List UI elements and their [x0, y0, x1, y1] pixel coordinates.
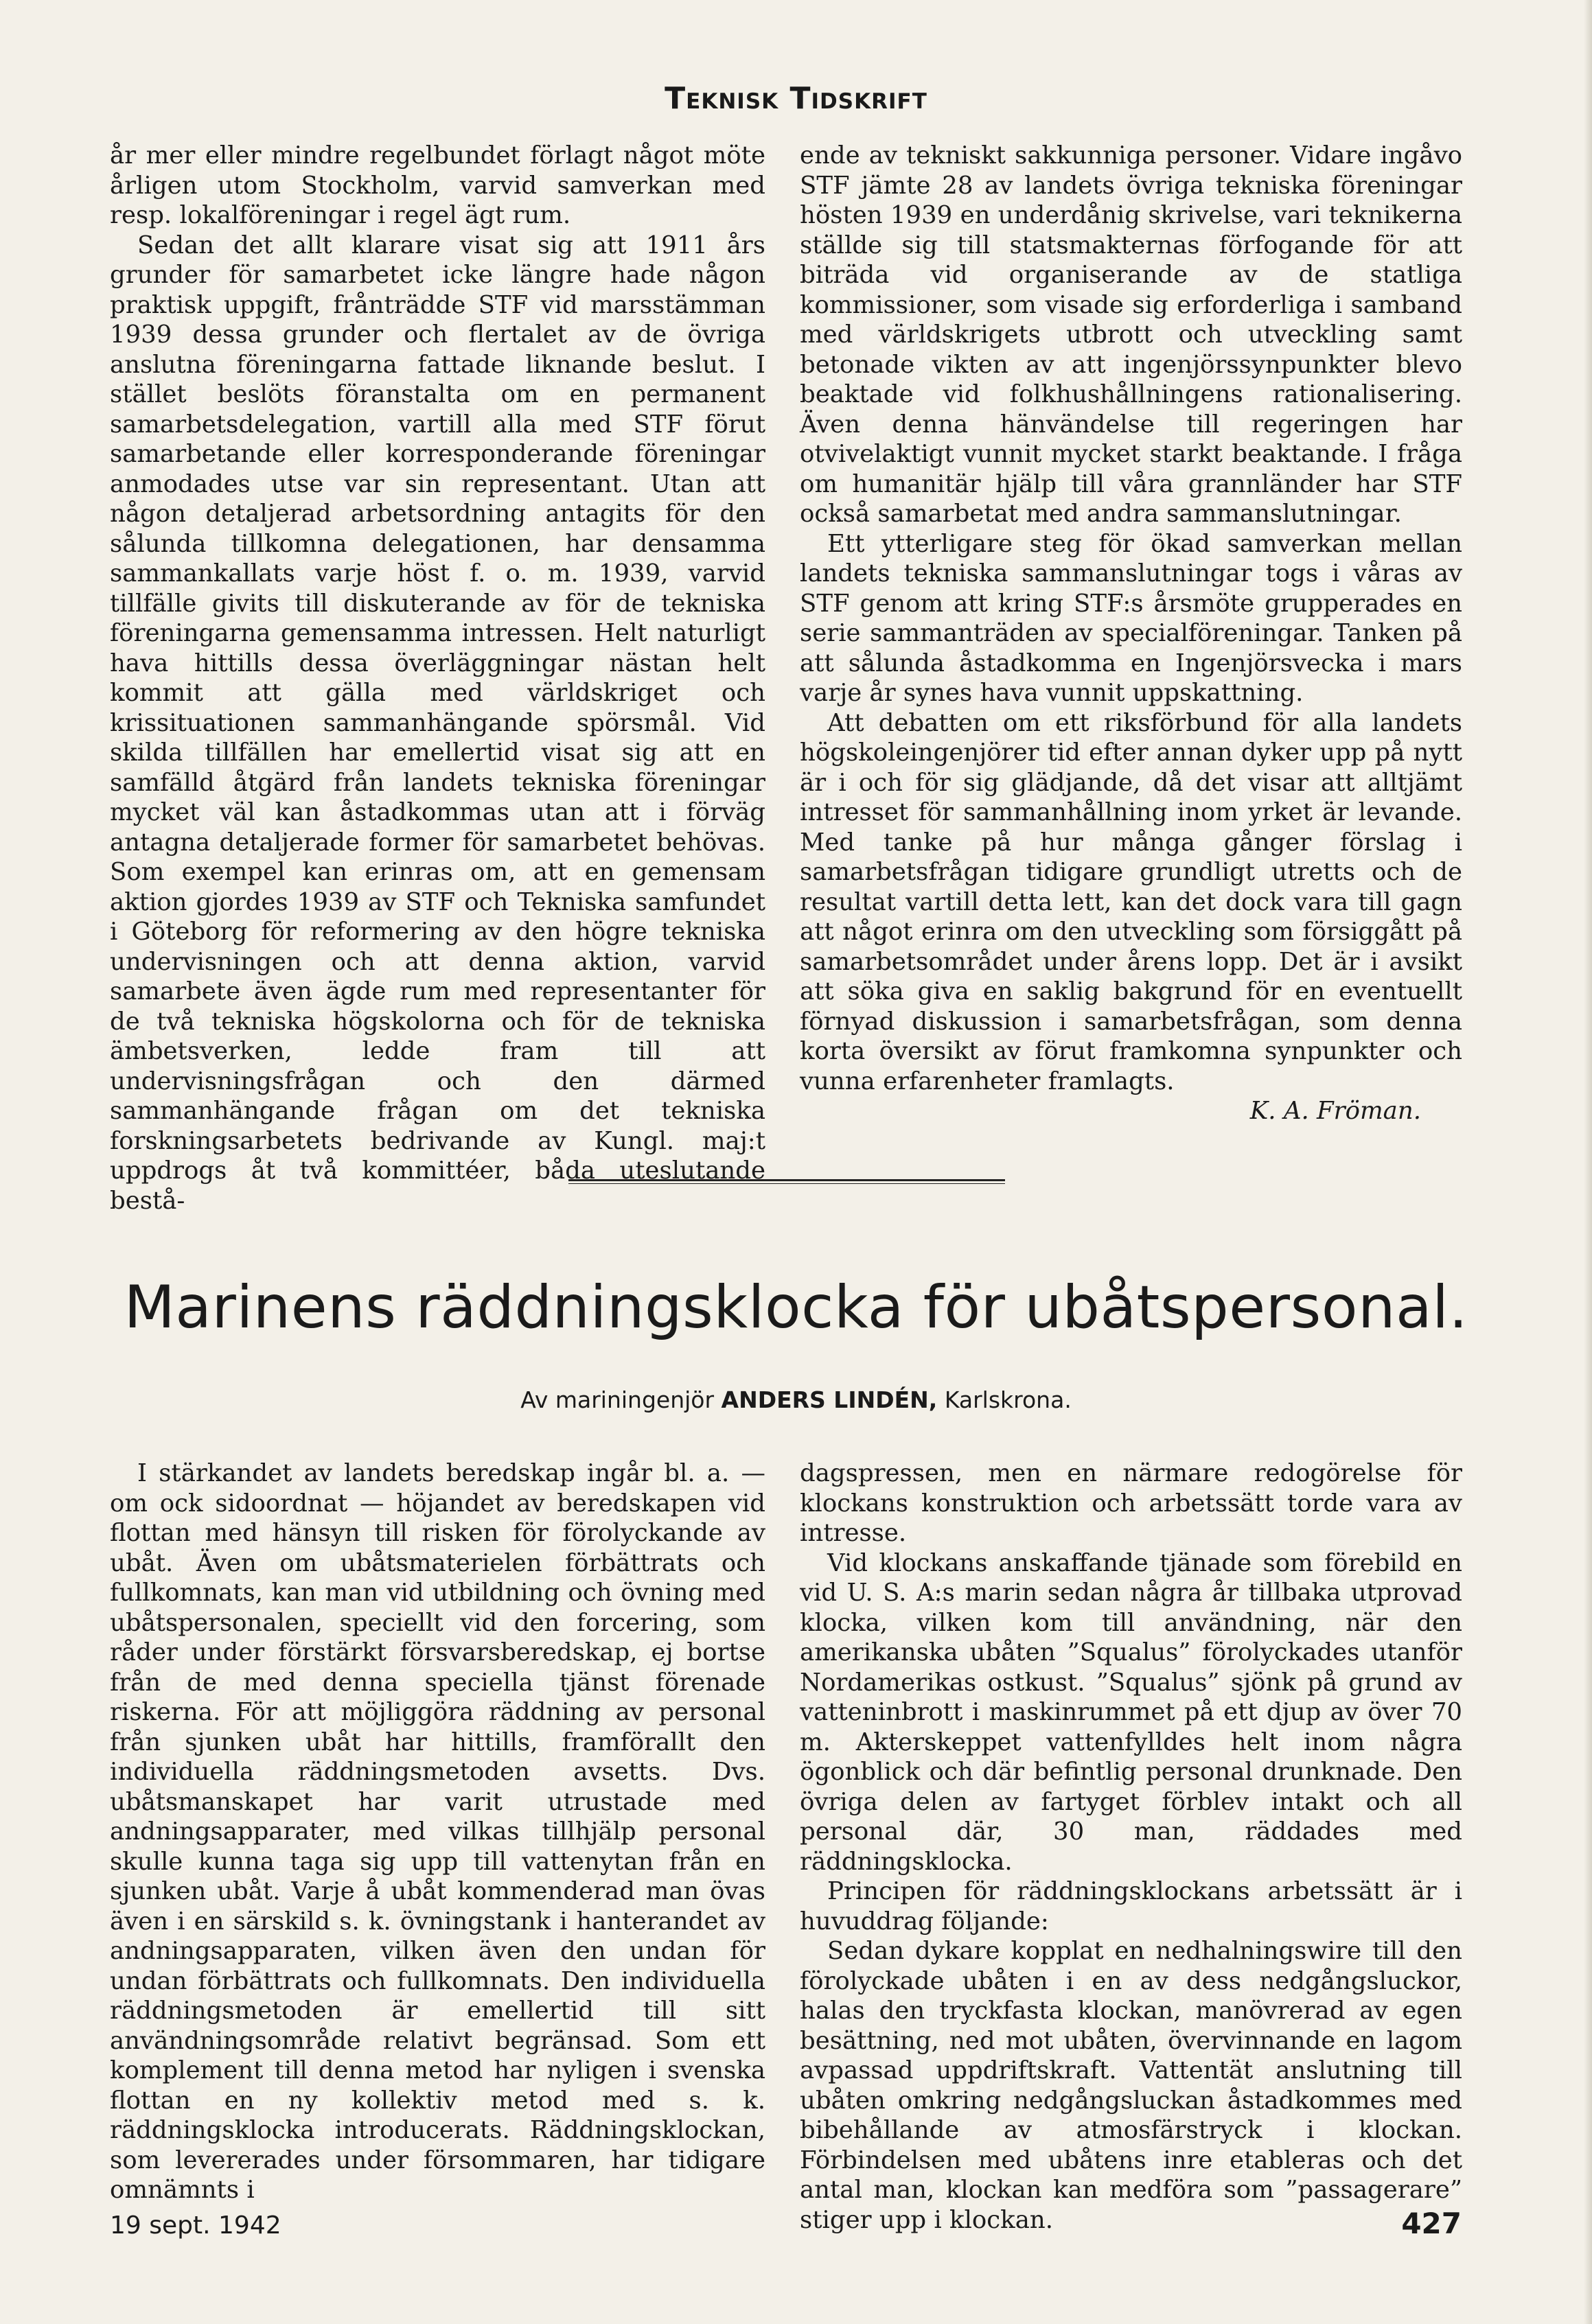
byline-author: ANDERS LINDÉN, — [721, 1386, 938, 1413]
byline-place: Karlskrona. — [944, 1386, 1072, 1413]
paragraph: ende av tekniskt sakkunniga personer. Vidare ingåvo STF jämte 28 av landets övriga tekniska föreningar hösten 1939 en underdånig skrivelse, vari teknikerna ställde sig till statsmakternas förfogande för att biträda vid organiserande av de statliga kommissioner, som visade sig erforderliga i samband med världskrigets utbrott och utveckling samt betonade vikten av att ingenjörssynpunkter blevo beaktade vid folkhushållningens rationalisering. Även denna hänvändelse till regeringen har otvivelaktigt vunnit mycket starkt beaktande. I fråga om humanitär hjälp till våra grannländer har STF också samarbetat med andra sammanslutningar. — [800, 141, 1462, 528]
top-left-column — [110, 141, 765, 1216]
page-number: 427 — [1401, 2207, 1462, 2240]
paragraph: Ett ytterligare steg för ökad samverkan mellan landets tekniska sammanslutningar togs i våras av STF genom att kring STF:s årsmöte grupperades en serie sammanträden av specialföreningar. Tanken på att sålunda åstadkomma en Ingenjörsvecka i mars varje år synes hava vunnit uppskattning. — [800, 529, 1462, 707]
bottom-left-column — [110, 1459, 765, 2205]
byline-prefix: Av mariningenjör — [520, 1386, 715, 1413]
page-edge-shadow — [1584, 0, 1592, 2324]
paragraph: Att debatten om ett riksförbund för alla landets högskoleingenjörer tid efter annan dyker upp på nytt är i och för sig glädjande, då det visar att alltjämt intresset för sammanhållning inom yrket är levande. Med tanke på hur många gånger förslag i samarbetsfrågan tidigare grundligt utretts och de resultat vartill detta lett, kan det dock vara till gagn att något erinra om den utveckling som försiggått på samarbetsområdet under årens lopp. Det är i avsikt att söka giva en saklig bakgrund för en eventuellt förnyad diskussion i samarbetsfrågan, som denna korta översikt av förut framkomna synpunkter och vunna erfarenheter framlagts. — [800, 708, 1462, 1095]
footer-date: 19 sept. 1942 — [110, 2211, 281, 2240]
paragraph: år mer eller mindre regelbundet förlagt något möte årligen utom Stockholm, varvid samverkan med resp. lokalföreningar i regel ägt rum. — [110, 141, 765, 229]
paragraph: I stärkandet av landets beredskap ingår bl. a. — om ock sidoordnat — höjandet av beredskapen vid flottan med hänsyn till risken för förolyckande av ubåt. Även om ubåtsmaterielen förbättrats och fullkomnats, kan man vid utbildning och övning med ubåtspersonalen, speciellt vid den forcering, som råder under förstärkt försvarsberedskap, ej bortse från de med denna speciella tjänst förenade riskerna. För att möjliggöra räddning av personal från sjunken ubåt har hittills, framförallt den individuella räddningsmetoden avsetts. Dvs. ubåtsmanskapet har varit utrustade med andningsapparater, med vilkas tillhjälp personal skulle kunna taga sig upp till vattenytan från en sjunken ubåt. Varje å ubåt kommenderad man övas även i en särskild s. k. övningstank i hanterandet av andningsapparaten, vilken även den undan för undan förbättrats och fullkomnats. Den individuella räddningsmetoden är emellertid till sitt användningsområde relativt begränsad. Som ett komplement till denna metod har nyligen i svenska flottan en ny kollektiv metod med s. k. räddningsklocka introducerats. Räddningsklockan, som levererades under försommaren, har tidigare omnämnts i — [110, 1459, 765, 2204]
section-divider — [568, 1179, 1005, 1184]
paragraph: Sedan det allt klarare visat sig att 1911 års grunder för samarbetet icke längre hade någon praktisk uppgift, frånträdde STF vid marsstämman 1939 dessa grunder och flertalet av de övriga anslutna föreningarna fattade liknande beslut. I stället beslöts föranstalta om en permanent samarbetsdelegation, vartill alla med STF förut samarbetande eller korresponderande föreningar anmodades utse var sin representant. Utan att någon detaljerad arbetsordning antagits för den sålunda tillkomna delegationen, har densamma sammankallats varje höst f. o. m. 1939, varvid tillfälle givits till diskuterande av för de tekniska föreningarna gemensamma intressen. Helt naturligt hava hittills dessa överläggningar nästan helt kommit att gälla med världskriget och krissituationen sammanhängande spörsmål. Vid skilda tillfällen har emellertid visat sig att en samfälld åtgärd från landets tekniska föreningar mycket väl kan åstadkommas utan att i förväg antagna detaljerade former för samarbetet behövas. Som exempel kan erinras om, att en gemensam aktion gjordes 1939 av STF och Tekniska samfundet i Göteborg för reformering av den högre tekniska undervisningen och att denna aktion, varvid samarbete även ägde rum med representanter för de två tekniska högskolorna och för de tekniska ämbetsverken, ledde fram till att undervisningsfrågan och den därmed sammanhängande frågan om det tekniska forskningsarbetets bedrivande av Kungl. maj:t uppdrogs åt två kommittéer, båda uteslutande bestå- — [110, 231, 765, 1215]
author-signature: K. A. Fröman. — [1249, 1097, 1421, 1125]
paragraph: Sedan dykare kopplat en nedhalningswire till den förolyckade ubåten i en av dess nedgångsluckor, halas den tryckfasta klockan, manövrerad av egen besättning, ned mot ubåten, övervinnande en lagom avpassad uppdriftskraft. Vattentät anslutning till ubåten omkring nedgångsluckan åstadkommes med bibehållande av atmosfärstryck i klockan. Förbindelsen med ubåtens inre etableras och det antal man, klockan kan medföra som ”passagerare” stiger upp i klockan. — [800, 1937, 1462, 2234]
article-byline — [0, 1386, 1592, 1413]
paragraph: Vid klockans anskaffande tjänade som förebild en vid U. S. A:s marin sedan några år tillbaka utprovad klocka, vilken kom till användning, när den amerikanska ubåten ”Squalus” förolyckades utanför Nordamerikas ostkust. ”Squalus” sjönk på grund av vatteninbrott i maskinrummet på ett djup av över 70 m. Akterskeppet vattenfylldes helt inom några ögonblick och där befintlig personal drunknade. Den övriga delen av fartyget förblev intakt och all personal där, 30 man, räddades med räddningsklocka. — [800, 1548, 1462, 1876]
journal-header: Teknisk Tidskrift — [665, 81, 927, 116]
paragraph: Principen för räddningsklockans arbetssätt är i huvuddrag följande: — [800, 1877, 1462, 1936]
top-right-column — [800, 141, 1462, 1126]
article-title: Marinens räddningsklocka för ubåtspersonal. — [124, 1273, 1468, 1342]
bottom-right-column — [800, 1459, 1462, 2235]
paragraph: dagspressen, men en närmare redogörelse för klockans konstruktion och arbetssätt torde vara av intresse. — [800, 1459, 1462, 1547]
